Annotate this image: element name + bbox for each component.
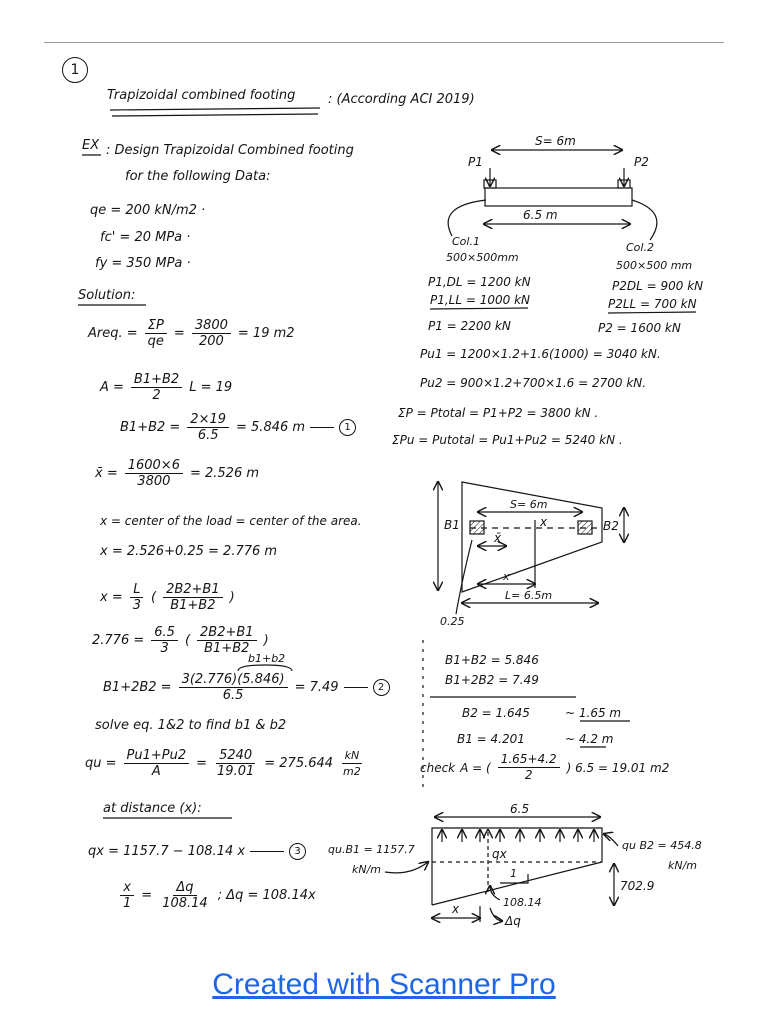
equation-rhs: = 5.846 m: [236, 419, 306, 435]
center-note: x = center of the load = center of the area.: [100, 514, 362, 528]
denominator: B1+B2: [170, 598, 216, 613]
result-sum: B1+B2 = 5.846: [445, 653, 539, 667]
x-substitution: [92, 625, 269, 656]
equation-text: qx = 1157.7 − 108.14 x: [88, 843, 246, 859]
plan-offset-label: 0.25: [440, 615, 465, 628]
equation-lhs: qu =: [85, 755, 117, 771]
diagram-length-label: 6.5 m: [523, 208, 558, 222]
area-equation: [100, 372, 232, 403]
unit-fraction: [340, 748, 364, 779]
result-b1-rounded: ~ 4.2 m: [565, 732, 614, 746]
numerator: B1+B2: [131, 372, 182, 388]
denominator: 3800: [137, 474, 171, 489]
denominator: 6.5: [222, 688, 244, 703]
qu-b2-label: qu B2 = 454.8: [622, 839, 702, 852]
denominator: B1+B2: [204, 641, 250, 656]
denominator: 1: [123, 896, 132, 911]
denominator: m2: [343, 765, 361, 778]
fraction: [145, 318, 167, 349]
p1-dead-load: P1,DL = 1200 kN: [428, 275, 531, 289]
equals-sign: =: [196, 755, 208, 771]
col1-label: Col.1: [452, 235, 480, 248]
equation-rhs: = 2.526 m: [189, 465, 260, 481]
numerator: 6.5: [151, 625, 178, 641]
denominator: 2: [524, 768, 533, 782]
qu-b2-unit: kN/m: [668, 859, 698, 872]
qu-b1-leader: [385, 862, 428, 873]
title-underline-2: [112, 114, 318, 116]
page-title-suffix: : (According ACI 2019): [328, 92, 475, 107]
pressure-length-label: 6.5: [510, 802, 530, 816]
soil-pressure-arrows: [442, 830, 594, 842]
fraction: [151, 625, 178, 656]
p1-ll-underline: [430, 308, 528, 309]
denominator: 108.14: [162, 896, 208, 911]
equation-lhs: x =: [100, 589, 123, 605]
pu1-calculation: Pu1 = 1200×1.2+1.6(1000) = 3040 kN.: [420, 347, 661, 361]
p1-total: P1 = 2200 kN: [428, 319, 511, 333]
width-sum-equation: [120, 412, 356, 443]
equation-dash: [344, 687, 368, 688]
qx-label: qx: [492, 847, 507, 861]
brace-label: b1+b2: [248, 652, 286, 665]
pu-total-calculation: ΣPu = Putotal = Pu1+Pu2 = 5240 kN .: [392, 433, 623, 447]
p-total-calculation: ΣP = Ptotal = P1+P2 = 3800 kN .: [398, 406, 599, 420]
equation-lhs: 2.776 =: [92, 632, 145, 648]
x-value: x = 2.526+0.25 = 2.776 m: [100, 544, 278, 559]
plan-x-dimension-label: x: [503, 570, 510, 583]
col1-size: 500×500mm: [446, 251, 519, 264]
denominator: 19.01: [217, 764, 255, 779]
numerator: 3(2.776)(5.846): [179, 672, 288, 688]
fraction: [187, 412, 229, 443]
xbar-equation: [95, 458, 259, 489]
slope-value-label: 108.14: [503, 896, 542, 909]
pu2-calculation: Pu2 = 900×1.2+700×1.6 = 2700 kN.: [420, 376, 647, 390]
numerator: Δq: [173, 880, 196, 896]
fraction: [130, 582, 144, 613]
col2-label: Col.2: [626, 241, 654, 254]
denominator: A: [151, 764, 161, 779]
fraction: [163, 582, 223, 613]
x-formula: [100, 582, 235, 613]
equation-number: 3: [289, 843, 306, 860]
plan-length-label: L= 6.5m: [505, 589, 553, 602]
p1-live-load: P1,LL = 1000 kN: [430, 293, 531, 307]
equation-2: [103, 672, 390, 703]
equation-rhs: ; Δq = 108.14x: [217, 887, 316, 903]
dq-label: Δq: [505, 914, 521, 928]
equation-number: 2: [373, 679, 390, 696]
dq-leader: [490, 908, 502, 921]
qu-b2-leader: [604, 834, 618, 846]
p2-ll-underline: [608, 312, 696, 313]
plan-b1-label: B1: [444, 518, 460, 532]
qu-b1-label: qu.B1 = 1157.7: [328, 843, 415, 856]
close-paren: ): [263, 632, 269, 648]
solve-note: solve eq. 1&2 to find b1 & b2: [95, 718, 287, 733]
numerator: Pu1+Pu2: [124, 748, 190, 764]
denominator: 2: [152, 388, 161, 403]
result-equation-2: B1+2B2 = 7.49: [445, 673, 539, 687]
numerator: x: [120, 880, 134, 896]
p2-label: P2: [634, 155, 649, 169]
col2-leader: [632, 200, 657, 240]
numerator: 2×19: [187, 412, 229, 428]
numerator: 3800: [192, 318, 231, 334]
open-paren: (: [151, 589, 157, 605]
equals-sign: =: [173, 325, 185, 341]
equation-lhs: B1+2B2 =: [103, 679, 172, 695]
bottom-x-label: x: [452, 902, 460, 916]
open-paren: (: [184, 632, 191, 648]
drop-label: 702.9: [620, 879, 655, 893]
equation-lhs: A =: [100, 379, 124, 395]
equation-rhs: = 19 m2: [237, 325, 295, 341]
result-b2-rounded: ~ 1.65 m: [565, 706, 622, 720]
fraction: [159, 880, 211, 911]
given-concrete-strength: fc' = 20 MPa ·: [100, 230, 191, 245]
pressure-diagram: [385, 817, 618, 922]
qx-equation: [88, 843, 306, 860]
slope-one-label: 1: [510, 867, 517, 880]
equation-rhs: ) 6.5 = 19.01 m2: [566, 760, 670, 775]
fraction: [124, 748, 190, 779]
result-b1: B1 = 4.201: [457, 732, 525, 746]
qu-b1-unit: kN/m: [352, 863, 382, 876]
numerator: 2B2+B1: [197, 625, 257, 641]
equation-lhs: B1+B2 =: [120, 419, 181, 435]
fraction: [214, 748, 257, 779]
fraction: [120, 880, 134, 911]
denominator: qe: [147, 334, 164, 349]
fraction: [125, 458, 183, 489]
given-steel-strength: fy = 350 MPa ·: [95, 256, 191, 271]
equation-dash: [250, 851, 284, 852]
numerator: 1600×6: [125, 458, 183, 474]
equals-sign: =: [141, 887, 153, 903]
equation-rhs: = 7.49: [294, 679, 339, 695]
slope-equation: [118, 880, 316, 911]
example-label: EX: [82, 138, 100, 153]
plan-spacing-label: S= 6m: [510, 498, 548, 511]
result-b2: B2 = 1.645: [462, 706, 530, 720]
equation-dash: [310, 427, 334, 428]
p2-live-load: P2LL = 700 kN: [608, 297, 697, 311]
footing-beam: [485, 188, 632, 206]
equation-rhs: = 275.644: [264, 755, 334, 771]
ultimate-pressure-equation: [85, 748, 366, 779]
denominator: 3: [160, 641, 169, 656]
p1-label: P1: [468, 155, 483, 169]
equation-number: 1: [339, 419, 356, 436]
page-number: 1: [62, 57, 88, 83]
scanner-pro-link[interactable]: Created with Scanner Pro: [212, 968, 556, 1001]
fraction: [179, 672, 288, 703]
p2-total: P2 = 1600 kN: [598, 321, 681, 335]
denominator: 200: [198, 334, 224, 349]
denominator: 6.5: [197, 428, 219, 443]
check-label: check: [420, 760, 456, 775]
pressure-outline: [432, 828, 602, 905]
equation-lhs: Areq. =: [88, 325, 138, 341]
numerator: L: [130, 582, 143, 598]
solution-label: Solution:: [78, 288, 136, 303]
close-paren: ): [229, 589, 235, 605]
page-title: Trapizoidal combined footing: [107, 88, 296, 103]
example-line-1: : Design Trapizoidal Combined footing: [106, 143, 354, 158]
fraction: [498, 752, 560, 783]
equation-rhs: L = 19: [189, 379, 233, 395]
plan-b2-label: B2: [603, 519, 619, 533]
fraction: [131, 372, 182, 403]
col1-leader: [448, 200, 486, 236]
area-required-equation: [88, 318, 295, 349]
p2-dead-load: P2DL = 900 kN: [612, 279, 704, 293]
numerator: ΣP: [145, 318, 167, 334]
denominator: 3: [132, 598, 141, 613]
equation-lhs: x̄ =: [95, 465, 118, 481]
plan-xbar-label: x̄: [494, 531, 502, 545]
diagram-spacing-label: S= 6m: [535, 134, 576, 148]
numerator: 2B2+B1: [163, 582, 223, 598]
title-underline-1: [110, 108, 320, 110]
numerator: 1.65+4.2: [498, 752, 560, 768]
numerator: kN: [342, 748, 363, 764]
numerator: 5240: [216, 748, 255, 764]
equation-lhs: A = (: [460, 760, 491, 775]
col2-size: 500×500 mm: [616, 259, 693, 272]
plan-x-label: x: [540, 515, 548, 529]
example-line-2: for the following Data:: [125, 169, 271, 184]
area-check: [420, 752, 669, 783]
fraction: [192, 318, 231, 349]
distance-label: at distance (x):: [103, 801, 202, 816]
given-soil-capacity: qe = 200 kN/m2 ·: [90, 203, 206, 218]
